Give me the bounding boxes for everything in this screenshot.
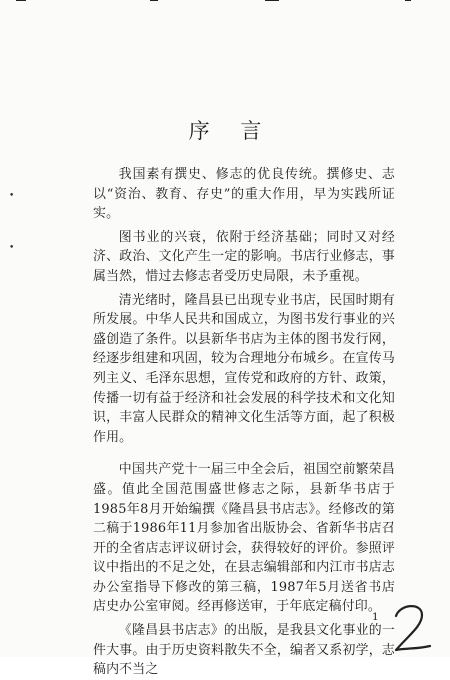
scan-edge-mark (150, 0, 158, 1)
scan-edge-mark (265, 0, 279, 1)
handwritten-page-mark (388, 602, 434, 656)
paragraph: 我国素有撰史、修志的优良传统。撰修史、志以“资治、教育、存史”的重大作用，早为实践所证实。 (93, 167, 395, 222)
scan-edge-mark (16, 0, 26, 1)
paragraph: 图书业的兴衰，依附于经济基础；同时又对经济、政治、文化产生一定的影响。书店行业修志，事属当然，惜过去修志者受历史局限，未予重视。 (93, 229, 395, 284)
paragraph: 《隆昌县书店志》的出版，是我县文化事业的一件大事。由于历史资料散失不全，编者又系初学，志稿内不当之 (93, 623, 395, 678)
binding-hole-mark: • (9, 243, 15, 253)
binding-hole-mark: • (9, 191, 15, 201)
paragraph: 清光绪时，隆昌县已出现专业书店，民国时期有所发展。中华人民共和国成立，为图书发行事业的兴盛创造了条件。以县新华书店为主体的图书发行网，经逐步组建和巩固，较为合理地分布城乡。在宣传马列主义、毛泽东思想，宣传党和政府的方针、政策，传播一切有益于经济和社会发展的科学技术和文化知识，丰富人民群众的精神文化生活等方面，起了积极作用。 (93, 292, 395, 445)
page-title: 序 言 (188, 119, 274, 143)
preface-body (93, 165, 395, 680)
paragraph: 中国共产党十一届三中全会后，祖国空前繁荣昌盛。值此全国范围盛世修志之际，县新华书店于1985年8月开始编撰《隆昌县书店志》。经修改的第二稿于1986年11月参加省出版协会、省新华书店召开的全省店志评议研讨会，获得较好的评价。参照评议中指出的不足之处，在县志编辑部和内江市书店志办公室指导下修改的第三稿，1987年5月送省书店店史办公室审阅。经再修送审，于年底定稿付印。 (93, 462, 395, 615)
page-number: 1 (372, 611, 379, 623)
scan-edge-mark (405, 0, 411, 1)
